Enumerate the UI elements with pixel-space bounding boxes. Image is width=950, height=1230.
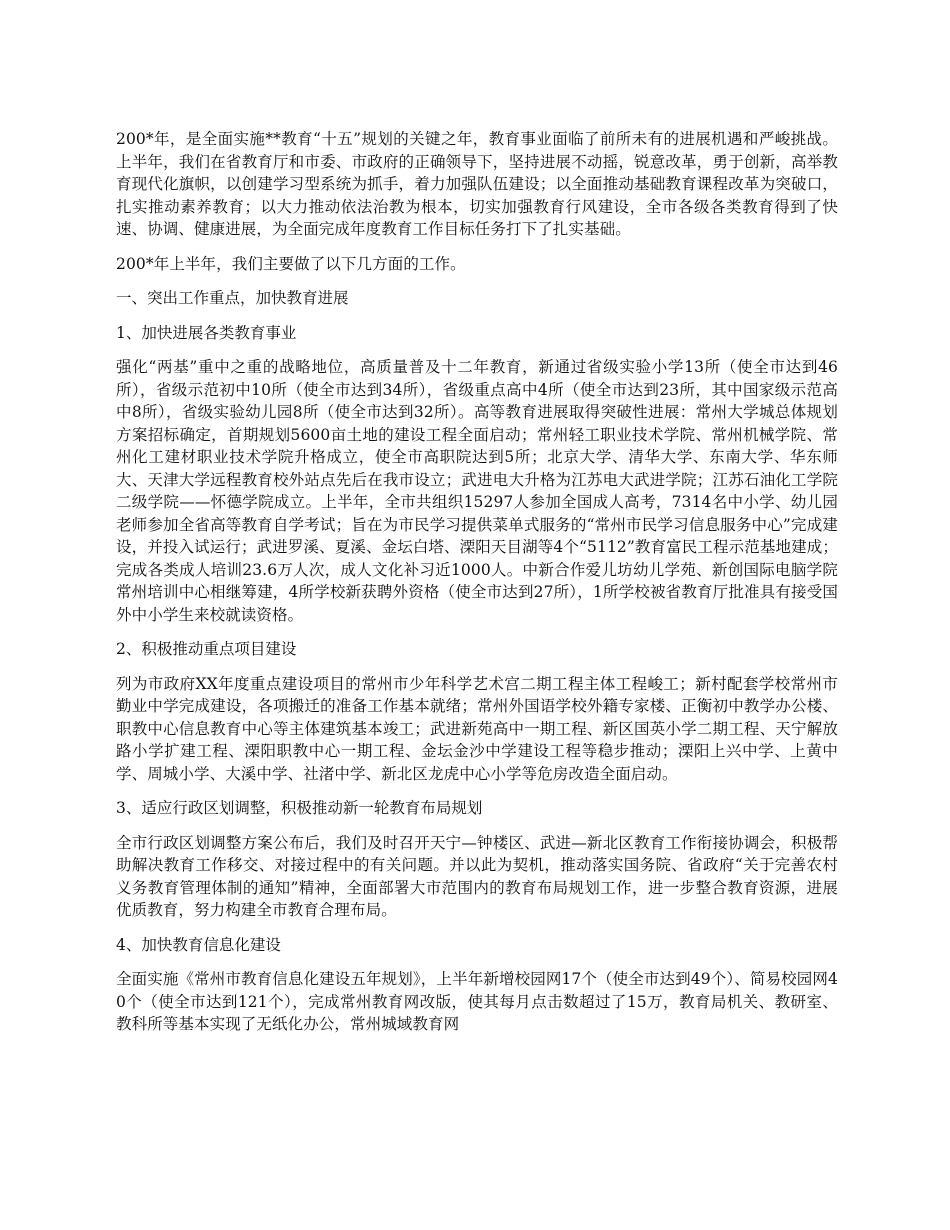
subsection-heading-2: 2、积极推动重点项目建设: [116, 640, 297, 658]
body-paragraph-3: 全市行政区划调整方案公布后，我们及时召开天宁—钟楼区、武进—新北区教育工作衔接协调会，积极帮助解决教育工作移交、对接过程中的有关问题。并以此为契机，推动落实国务院、省政府“关于完善农村义务教育管理体制的通知”精神，全面部署大市范围内的教育布局规划工作，进一步整合教育资源，进展优质教育，努力构建全市教育合理布局。: [116, 833, 838, 919]
subsection-heading-3: 3、适应行政区划调整，积极推动新一轮教育布局规划: [116, 799, 483, 817]
subsection-heading-4: 4、加快教育信息化建设: [116, 935, 281, 954]
document-body: [116, 128, 838, 1048]
intro-paragraph: 200*年，是全面实施**教育“十五”规划的关键之年，教育事业面临了前所未有的进展机遇和严峻挑战。上半年，我们在省教育厅和市委、市政府的正确领导下，坚持进展不动摇，锐意改革，勇于创新，高举教育现代化旗帜，以创建学习型系统为抓手，着力加强队伍建设；以全面推动基础教育课程改革为突破口，扎实推动素养教育；以大力推动依法治教为根本，切实加强教育行风建设，全市各级各类教育得到了快速、协调、健康进展，为全面完成年度教育工作目标任务打下了扎实基础。: [116, 130, 838, 238]
body-paragraph-4: 全面实施《常州市教育信息化建设五年规划》，上半年新增校园网17个（使全市达到49个）、简易校园网40个（使全市达到121个），完成常州教育网改版，使其每月点击数超过了15万，教育局机关、教研室、教科所等基本实现了无纸化办公，常州城域教育网: [116, 970, 838, 1033]
summary-line: 200*年上半年，我们主要做了以下几方面的工作。: [116, 254, 466, 273]
section-heading-1: 一、突出工作重点，加快教育进展: [116, 289, 349, 307]
body-paragraph-2: 列为市政府XX年度重点建设项目的常州市少年科学艺术宫二期工程主体工程峻工；新村配套学校常州市勤业中学完成建设，各项搬迁的准备工作基本就绪；常州外国语学校外籍专家楼、正衡初中教学办公楼、职教中心信息教育中心等主体建筑基本竣工；武进新苑高中一期工程、新区国英小学二期工程、天宁解放路小学扩建工程、溧阳职教中心一期工程、金坛金沙中学建设工程等稳步推动；溧阳上兴中学、上黄中学、周城小学、大溪中学、社渚中学、新北区龙虎中心小学等危房改造全面启动。: [116, 674, 838, 783]
subsection-heading-1: 1、加快进展各类教育事业: [116, 323, 297, 342]
body-paragraph-1: 强化“两基”重中之重的战略地位，高质量普及十二年教育，新通过省级实验小学13所（使全市达到46所），省级示范初中10所（使全市达到34所），省级重点高中4所（使全市达到23所，其中国家级示范高中8所），省级实验幼儿园8所（使全市达到32所）。高等教育进展取得突破性进展：常州大学城总体规划方案招标确定，首期规划5600亩土地的建设工程全面启动；常州轻工职业技术学院、常州机械学院、常州化工建材职业技术学院升格成立，使全市高职院达到5所；北京大学、清华大学、东南大学、华东师大、天津大学远程教育校外站点先后在我市设立；武进电大升格为江苏电大武进学院；江苏石油化工学院二级学院——怀德学院成立。上半年，全市共组织15297人参加全国成人高考，7314名中小学、幼儿园老师参加全省高等教育自学考试；旨在为市民学习提供菜单式服务的“常州市民学习信息服务中心”完成建设，并投入试运行；武进罗溪、夏溪、金坛白塔、溧阳天目湖等4个“5112”教育富民工程示范基地建成；完成各类成人培训23.6万人次，成人文化补习近1000人。中新合作爱儿坊幼儿学苑、新创国际电脑学院常州培训中心相继筹建，4所学校新获聘外资格（使全市达到27所），1所学校被省教育厅批准具有接受国外中小学生来校就读资格。: [116, 358, 838, 624]
